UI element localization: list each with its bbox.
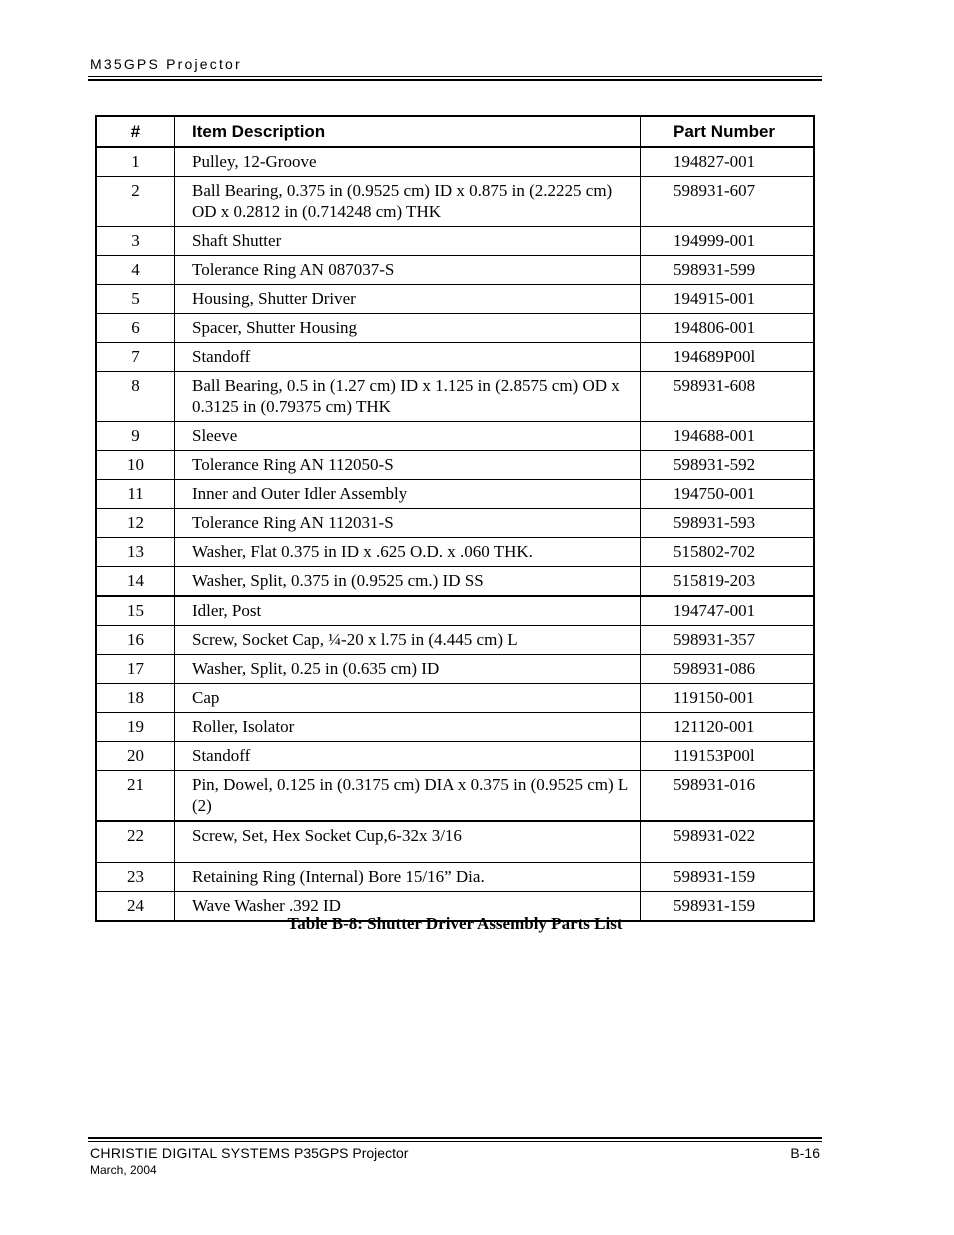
table-row [96, 713, 814, 742]
row-part-number: 598931-022 [641, 821, 815, 863]
footer-date: March, 2004 [90, 1163, 157, 1177]
row-number: 10 [96, 451, 175, 480]
row-part-number: 194915-001 [641, 285, 815, 314]
table-row [96, 509, 814, 538]
row-description: Standoff [175, 742, 641, 771]
row-part-number: 119150-001 [641, 684, 815, 713]
row-description: Inner and Outer Idler Assembly [175, 480, 641, 509]
row-part-number: 598931-593 [641, 509, 815, 538]
row-number: 18 [96, 684, 175, 713]
row-number: 23 [96, 863, 175, 892]
table-header-row [96, 116, 814, 147]
row-description: Spacer, Shutter Housing [175, 314, 641, 343]
table-row [96, 655, 814, 684]
table-row [96, 626, 814, 655]
table-row [96, 596, 814, 626]
row-number: 20 [96, 742, 175, 771]
row-number: 2 [96, 177, 175, 227]
row-part-number: 598931-592 [641, 451, 815, 480]
row-number: 1 [96, 147, 175, 177]
row-description: Washer, Split, 0.375 in (0.9525 cm.) ID SS [175, 567, 641, 597]
table-row [96, 177, 814, 227]
row-description: Tolerance Ring AN 087037-S [175, 256, 641, 285]
row-description: Washer, Split, 0.25 in (0.635 cm) ID [175, 655, 641, 684]
row-description: Sleeve [175, 422, 641, 451]
footer-rule [88, 1141, 822, 1142]
row-part-number: 194999-001 [641, 227, 815, 256]
table-caption: Table B-8: Shutter Driver Assembly Parts List [287, 914, 623, 933]
row-number: 6 [96, 314, 175, 343]
row-description: Housing, Shutter Driver [175, 285, 641, 314]
row-part-number: 598931-016 [641, 771, 815, 822]
table-row [96, 285, 814, 314]
row-part-number: 194827-001 [641, 147, 815, 177]
row-part-number: 598931-599 [641, 256, 815, 285]
footer-product: P35GPS Projector [294, 1145, 409, 1161]
row-number: 21 [96, 771, 175, 822]
header-rule-thick [88, 79, 822, 81]
table-row [96, 256, 814, 285]
table-row [96, 538, 814, 567]
table-row [96, 372, 814, 422]
footer-company: CHRISTIE DIGITAL SYSTEMS [90, 1145, 291, 1161]
table-row [96, 821, 814, 863]
table-row [96, 684, 814, 713]
row-description: Wave Washer .392 ID [175, 892, 641, 922]
row-description: Ball Bearing, 0.375 in (0.9525 cm) ID x 0.875 in (2.2225 cm) OD x 0.2812 in (0.714248 cm) THK [175, 177, 641, 227]
row-description: Idler, Post [175, 596, 641, 626]
row-part-number: 194689P00l [641, 343, 815, 372]
row-number: 3 [96, 227, 175, 256]
row-part-number: 598931-608 [641, 372, 815, 422]
column-header-part-number: Part Number [641, 116, 815, 147]
table-row [96, 227, 814, 256]
row-number: 16 [96, 626, 175, 655]
row-number: 15 [96, 596, 175, 626]
row-part-number: 194688-001 [641, 422, 815, 451]
table-row [96, 451, 814, 480]
table-row [96, 567, 814, 597]
row-part-number: 515802-702 [641, 538, 815, 567]
table-row [96, 147, 814, 177]
table-row [96, 480, 814, 509]
row-description: Standoff [175, 343, 641, 372]
row-description: Pin, Dowel, 0.125 in (0.3175 cm) DIA x 0.375 in (0.9525 cm) L (2) [175, 771, 641, 822]
row-description: Retaining Ring (Internal) Bore 15/16” Dia. [175, 863, 641, 892]
row-part-number: 598931-086 [641, 655, 815, 684]
row-description: Washer, Flat 0.375 in ID x .625 O.D. x .060 THK. [175, 538, 641, 567]
row-description: Shaft Shutter [175, 227, 641, 256]
row-part-number: 119153P00l [641, 742, 815, 771]
row-part-number: 194750-001 [641, 480, 815, 509]
row-number: 14 [96, 567, 175, 597]
row-part-number: 598931-159 [641, 892, 815, 922]
row-number: 4 [96, 256, 175, 285]
column-header-description: Item Description [175, 116, 641, 147]
parts-table [95, 115, 815, 922]
row-part-number: 194806-001 [641, 314, 815, 343]
row-number: 19 [96, 713, 175, 742]
row-description: Tolerance Ring AN 112050-S [175, 451, 641, 480]
table-row [96, 742, 814, 771]
table-row [96, 314, 814, 343]
table-row [96, 422, 814, 451]
row-part-number: 598931-159 [641, 863, 815, 892]
row-part-number: 598931-607 [641, 177, 815, 227]
row-number: 17 [96, 655, 175, 684]
row-description: Screw, Socket Cap, ¼-20 x l.75 in (4.445 cm) L [175, 626, 641, 655]
header-title: M35GPS Projector [90, 56, 242, 72]
footer-company-line [90, 1145, 408, 1161]
row-number: 9 [96, 422, 175, 451]
row-part-number: 515819-203 [641, 567, 815, 597]
table-row [96, 863, 814, 892]
row-number: 7 [96, 343, 175, 372]
row-number: 8 [96, 372, 175, 422]
footer-rule-thick [88, 1137, 822, 1139]
column-header-number: # [96, 116, 175, 147]
row-description: Screw, Set, Hex Socket Cup,6-32x 3/16 [175, 821, 641, 863]
row-number: 22 [96, 821, 175, 863]
row-number: 11 [96, 480, 175, 509]
table-row [96, 343, 814, 372]
row-number: 12 [96, 509, 175, 538]
table-row [96, 771, 814, 822]
row-number: 24 [96, 892, 175, 922]
row-number: 13 [96, 538, 175, 567]
header-rule [88, 76, 822, 77]
row-description: Ball Bearing, 0.5 in (1.27 cm) ID x 1.125 in (2.8575 cm) OD x 0.3125 in (0.79375 cm) THK [175, 372, 641, 422]
page-number: B-16 [790, 1145, 820, 1161]
row-description: Pulley, 12-Groove [175, 147, 641, 177]
row-part-number: 194747-001 [641, 596, 815, 626]
row-number: 5 [96, 285, 175, 314]
row-part-number: 598931-357 [641, 626, 815, 655]
row-description: Cap [175, 684, 641, 713]
row-description: Roller, Isolator [175, 713, 641, 742]
row-part-number: 121120-001 [641, 713, 815, 742]
row-description: Tolerance Ring AN 112031-S [175, 509, 641, 538]
